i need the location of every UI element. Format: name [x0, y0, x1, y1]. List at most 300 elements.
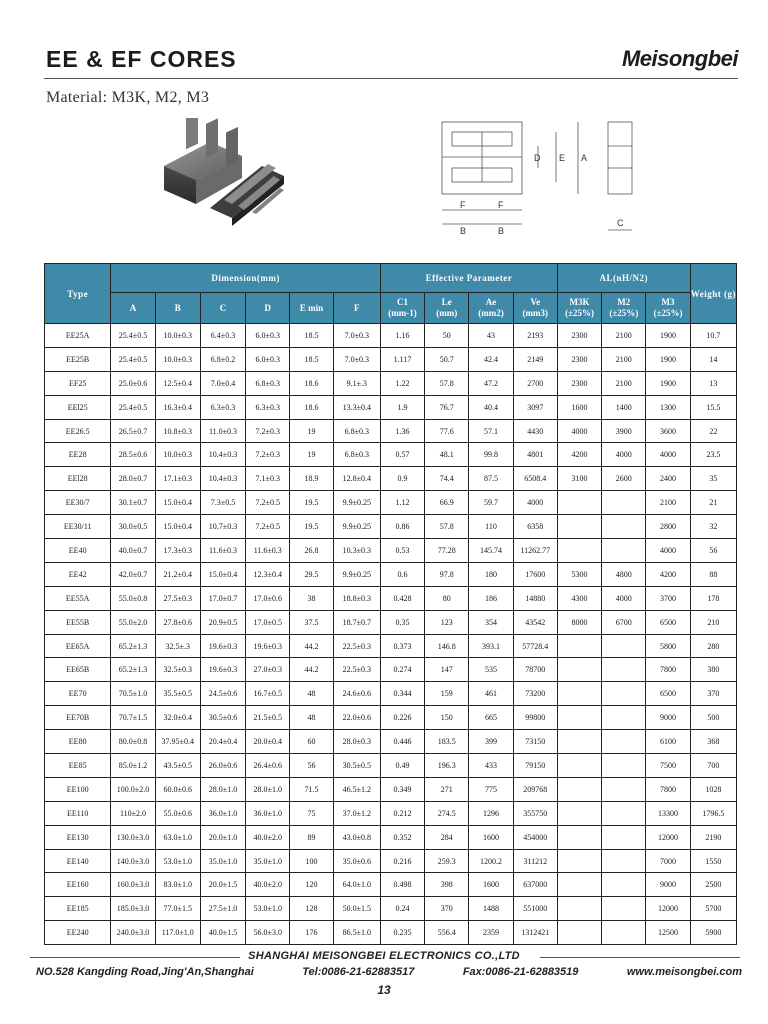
- dim-label-b1: B: [460, 226, 467, 236]
- cell-m3k: 4300: [557, 586, 601, 610]
- cell-m3: 6500: [646, 610, 690, 634]
- cell-a: 70.7±1.5: [111, 706, 155, 730]
- cell-ve: 2149: [513, 347, 557, 371]
- cell-le: 159: [425, 682, 469, 706]
- cell-weight: 500: [690, 706, 736, 730]
- cell-b: 17.3±0.3: [155, 539, 200, 563]
- cell-c1: 0.226: [380, 706, 424, 730]
- cell-c1: 1.12: [380, 491, 424, 515]
- header-dimension: Dimension(mm): [111, 264, 381, 293]
- cell-ae: 1600: [469, 825, 513, 849]
- cell-emin: 48: [290, 706, 333, 730]
- cell-type: EF25: [45, 371, 111, 395]
- cell-m2: [602, 754, 646, 778]
- cell-c1: 0.235: [380, 921, 424, 945]
- cell-ae: 87.5: [469, 467, 513, 491]
- cell-m3k: [557, 873, 601, 897]
- cell-b: 16.3±0.4: [155, 395, 200, 419]
- cell-a: 130.0±3.0: [111, 825, 155, 849]
- cell-emin: 18.6: [290, 371, 333, 395]
- col-b: B: [155, 293, 200, 324]
- cell-d: 17.0±0.6: [246, 586, 290, 610]
- table-row: [45, 730, 737, 754]
- cell-c: 30.5±0.6: [200, 706, 245, 730]
- cell-a: 42.0±0.7: [111, 562, 155, 586]
- cell-d: 6.3±0.3: [246, 395, 290, 419]
- cell-b: 77.0±1.5: [155, 897, 200, 921]
- cell-m2: [602, 873, 646, 897]
- cell-ae: 461: [469, 682, 513, 706]
- cell-m3: 1900: [646, 347, 690, 371]
- cell-le: 183.5: [425, 730, 469, 754]
- cell-type: EE70: [45, 682, 111, 706]
- cell-d: 21.5±0.5: [246, 706, 290, 730]
- cell-emin: 19: [290, 443, 333, 467]
- cell-c1: 0.35: [380, 610, 424, 634]
- col-f: F: [333, 293, 380, 324]
- cell-type: EEl28: [45, 467, 111, 491]
- company-name: SHANGHAI MEISONGBEI ELECTRONICS CO.,LTD: [248, 950, 520, 962]
- cell-c: 20.4±0.4: [200, 730, 245, 754]
- col-emin: E min: [290, 293, 333, 324]
- cell-ve: 6508.4: [513, 467, 557, 491]
- cell-d: 19.6±0.3: [246, 634, 290, 658]
- cell-b: 32.5±0.3: [155, 658, 200, 682]
- cell-m3: 7800: [646, 777, 690, 801]
- cell-emin: 56: [290, 754, 333, 778]
- cell-emin: 75: [290, 801, 333, 825]
- cell-b: 12.5±0.4: [155, 371, 200, 395]
- table-row: [45, 921, 737, 945]
- cell-ae: 180: [469, 562, 513, 586]
- cell-f: 9.9±0.25: [333, 562, 380, 586]
- cell-weight: 210: [690, 610, 736, 634]
- cell-weight: 700: [690, 754, 736, 778]
- cell-b: 32.0±0.4: [155, 706, 200, 730]
- table-row: [45, 395, 737, 419]
- cell-b: 10.0±0.3: [155, 324, 200, 348]
- cell-m3: 12000: [646, 897, 690, 921]
- cell-m3: 2800: [646, 515, 690, 539]
- dim-label-d: D: [534, 153, 541, 163]
- cell-m3: 1900: [646, 324, 690, 348]
- cell-f: 24.6±0.6: [333, 682, 380, 706]
- cell-c1: 1.9: [380, 395, 424, 419]
- cell-emin: 19: [290, 419, 333, 443]
- cell-c: 11.6±0.3: [200, 539, 245, 563]
- cell-c: 20.9±0.5: [200, 610, 245, 634]
- cell-le: 196.3: [425, 754, 469, 778]
- cell-f: 9.9±0.25: [333, 515, 380, 539]
- website-link[interactable]: www.meisongbei.com: [626, 966, 742, 978]
- cell-m2: [602, 706, 646, 730]
- table-row: [45, 825, 737, 849]
- cell-weight: 5700: [690, 897, 736, 921]
- cell-c1: 0.274: [380, 658, 424, 682]
- page-number: 13: [377, 983, 391, 997]
- col-m3k: M3K (±25%): [557, 293, 601, 324]
- page-title: EE & EF CORES: [46, 46, 237, 72]
- cell-f: 28.0±0.3: [333, 730, 380, 754]
- cell-m2: [602, 658, 646, 682]
- cell-a: 28.0±0.7: [111, 467, 155, 491]
- col-ae: Ae (mm2): [469, 293, 513, 324]
- cell-c: 40.0±1.5: [200, 921, 245, 945]
- cell-b: 32.5±.3: [155, 634, 200, 658]
- cell-weight: 2190: [690, 825, 736, 849]
- cell-ve: 209768: [513, 777, 557, 801]
- cell-weight: 88: [690, 562, 736, 586]
- table-row: [45, 801, 737, 825]
- table-body: [45, 324, 737, 945]
- cell-m3: 12000: [646, 825, 690, 849]
- table-row: [45, 419, 737, 443]
- table-row: [45, 777, 737, 801]
- table-row: [45, 347, 737, 371]
- cell-m3: 2100: [646, 491, 690, 515]
- cell-c: 10.4±0.3: [200, 467, 245, 491]
- dim-label-f2: F: [498, 200, 504, 210]
- cell-b: 27.5±0.3: [155, 586, 200, 610]
- cell-f: 9.9±0.25: [333, 491, 380, 515]
- cell-ae: 47.2: [469, 371, 513, 395]
- cell-b: 63.0±1.0: [155, 825, 200, 849]
- cell-ve: 2193: [513, 324, 557, 348]
- cell-emin: 89: [290, 825, 333, 849]
- cell-m2: [602, 897, 646, 921]
- cell-le: 77.6: [425, 419, 469, 443]
- cell-b: 35.5±0.5: [155, 682, 200, 706]
- table-row: [45, 610, 737, 634]
- table-row: [45, 682, 737, 706]
- cell-m3k: 8000: [557, 610, 601, 634]
- cell-c: 15.0±0.4: [200, 562, 245, 586]
- table-row: [45, 515, 737, 539]
- cell-m3: 5800: [646, 634, 690, 658]
- cell-d: 7.2±0.5: [246, 515, 290, 539]
- cell-emin: 19.5: [290, 491, 333, 515]
- cell-m3k: 2300: [557, 347, 601, 371]
- cell-f: 86.5±1.0: [333, 921, 380, 945]
- cell-ve: 6358: [513, 515, 557, 539]
- cell-a: 65.2±1.3: [111, 634, 155, 658]
- cell-c: 11.0±0.3: [200, 419, 245, 443]
- cell-d: 17.0±0.5: [246, 610, 290, 634]
- cell-f: 10.3±0.3: [333, 539, 380, 563]
- cell-f: 6.8±0.3: [333, 419, 380, 443]
- cell-m2: 6700: [602, 610, 646, 634]
- core-spec-table: [44, 263, 737, 945]
- cell-ve: 99800: [513, 706, 557, 730]
- cell-m2: 2100: [602, 371, 646, 395]
- cell-ae: 665: [469, 706, 513, 730]
- cell-c1: 1.16: [380, 324, 424, 348]
- cell-a: 160.0±3.0: [111, 873, 155, 897]
- cell-c1: 0.373: [380, 634, 424, 658]
- table-row: [45, 371, 737, 395]
- cell-le: 259.3: [425, 849, 469, 873]
- cell-le: 274.5: [425, 801, 469, 825]
- col-c1: C1 (mm-1): [380, 293, 424, 324]
- cell-le: 97.8: [425, 562, 469, 586]
- cell-emin: 18.6: [290, 395, 333, 419]
- table-row: [45, 658, 737, 682]
- header-al: AL(nH/N2): [557, 264, 690, 293]
- cell-ae: 2359: [469, 921, 513, 945]
- cell-d: 7.2±0.3: [246, 443, 290, 467]
- cell-a: 110±2.0: [111, 801, 155, 825]
- cell-ve: 3097: [513, 395, 557, 419]
- cell-emin: 71.5: [290, 777, 333, 801]
- header-effective: Effective Parameter: [380, 264, 557, 293]
- cell-emin: 29.5: [290, 562, 333, 586]
- cell-le: 556.4: [425, 921, 469, 945]
- cell-b: 10.0±0.3: [155, 347, 200, 371]
- cell-type: EEl25: [45, 395, 111, 419]
- cell-weight: 14: [690, 347, 736, 371]
- cell-a: 55.0±2.0: [111, 610, 155, 634]
- header-divider: [44, 78, 738, 79]
- cell-m3k: 5300: [557, 562, 601, 586]
- cell-weight: 2500: [690, 873, 736, 897]
- cell-c: 7.3±0.5: [200, 491, 245, 515]
- cell-f: 18.7±0.7: [333, 610, 380, 634]
- cell-ae: 354: [469, 610, 513, 634]
- cell-type: EE40: [45, 539, 111, 563]
- table-row: [45, 849, 737, 873]
- cell-ae: 186: [469, 586, 513, 610]
- header-weight: Weight (g): [690, 264, 736, 324]
- address: NO.528 Kangding Road,Jing'An,Shanghai: [36, 966, 254, 978]
- table-row: [45, 324, 737, 348]
- table-row: [45, 634, 737, 658]
- cell-le: 77.28: [425, 539, 469, 563]
- cell-ve: 637000: [513, 873, 557, 897]
- cell-d: 6.8±0.3: [246, 371, 290, 395]
- cell-m3k: 4000: [557, 419, 601, 443]
- cell-emin: 37.5: [290, 610, 333, 634]
- cell-m3k: [557, 897, 601, 921]
- cell-ae: 59.7: [469, 491, 513, 515]
- table-row: [45, 467, 737, 491]
- cell-m2: 1400: [602, 395, 646, 419]
- cell-m2: [602, 682, 646, 706]
- cell-weight: 1028: [690, 777, 736, 801]
- cell-weight: 370: [690, 682, 736, 706]
- cell-f: 22.0±0.6: [333, 706, 380, 730]
- cell-d: 20.0±0.4: [246, 730, 290, 754]
- cell-c1: 1.22: [380, 371, 424, 395]
- cell-m3: 6100: [646, 730, 690, 754]
- cell-m2: 4000: [602, 443, 646, 467]
- cell-m3: 2400: [646, 467, 690, 491]
- cell-emin: 19.5: [290, 515, 333, 539]
- cell-le: 80: [425, 586, 469, 610]
- cell-d: 12.3±0.4: [246, 562, 290, 586]
- cell-c1: 0.352: [380, 825, 424, 849]
- cell-c: 19.6±0.3: [200, 634, 245, 658]
- cell-ae: 1600: [469, 873, 513, 897]
- cell-m2: [602, 849, 646, 873]
- cell-m2: 2100: [602, 324, 646, 348]
- dim-label-f1: F: [460, 200, 466, 210]
- cell-type: EE30/11: [45, 515, 111, 539]
- cell-c1: 0.212: [380, 801, 424, 825]
- cell-d: 16.7±0.5: [246, 682, 290, 706]
- cell-type: EE65A: [45, 634, 111, 658]
- cell-m2: 4000: [602, 586, 646, 610]
- cell-m3: 9000: [646, 706, 690, 730]
- cell-c1: 0.446: [380, 730, 424, 754]
- cell-ve: 311212: [513, 849, 557, 873]
- cell-f: 46.5±1.2: [333, 777, 380, 801]
- cell-a: 85.0±1.2: [111, 754, 155, 778]
- cell-c1: 0.53: [380, 539, 424, 563]
- cell-b: 21.2±0.4: [155, 562, 200, 586]
- cell-b: 17.1±0.3: [155, 467, 200, 491]
- cell-b: 53.0±1.0: [155, 849, 200, 873]
- col-le: Le (mm): [425, 293, 469, 324]
- cell-c1: 0.344: [380, 682, 424, 706]
- cell-ve: 57728.4: [513, 634, 557, 658]
- cell-d: 7.2±0.3: [246, 419, 290, 443]
- brand-logo: Meisongbei: [621, 46, 738, 71]
- cell-m3k: [557, 491, 601, 515]
- cell-le: 398: [425, 873, 469, 897]
- cell-m2: 3900: [602, 419, 646, 443]
- cell-c1: 1.117: [380, 347, 424, 371]
- cell-c1: 0.24: [380, 897, 424, 921]
- cell-m3: 9000: [646, 873, 690, 897]
- dim-label-c: C: [617, 218, 624, 228]
- cell-b: 10.8±0.3: [155, 419, 200, 443]
- cell-weight: 380: [690, 658, 736, 682]
- cell-ve: 78700: [513, 658, 557, 682]
- cell-type: EE30/7: [45, 491, 111, 515]
- cell-d: 40.0±2.0: [246, 825, 290, 849]
- cell-ve: 4801: [513, 443, 557, 467]
- cell-b: 37.95±0.4: [155, 730, 200, 754]
- cell-ve: 454000: [513, 825, 557, 849]
- cell-f: 13.3±0.4: [333, 395, 380, 419]
- cell-m3: 7000: [646, 849, 690, 873]
- cell-type: EE26.5: [45, 419, 111, 443]
- cell-m3k: [557, 825, 601, 849]
- cell-weight: 5900: [690, 921, 736, 945]
- cell-ve: 4000: [513, 491, 557, 515]
- cell-le: 50: [425, 324, 469, 348]
- cell-ae: 1200.2: [469, 849, 513, 873]
- cell-a: 40.0±0.7: [111, 539, 155, 563]
- cell-m2: [602, 634, 646, 658]
- cell-m3: 6500: [646, 682, 690, 706]
- cell-ae: 99.8: [469, 443, 513, 467]
- col-c: C: [200, 293, 245, 324]
- cell-c: 19.6±0.3: [200, 658, 245, 682]
- cell-a: 70.5±1.0: [111, 682, 155, 706]
- cell-type: EE65B: [45, 658, 111, 682]
- cell-f: 35.0±0.6: [333, 849, 380, 873]
- cell-m3k: [557, 849, 601, 873]
- cell-f: 50.0±1.5: [333, 897, 380, 921]
- cell-weight: 21: [690, 491, 736, 515]
- cell-ae: 393.1: [469, 634, 513, 658]
- cell-m2: 2100: [602, 347, 646, 371]
- cell-d: 35.0±1.0: [246, 849, 290, 873]
- cell-type: EE130: [45, 825, 111, 849]
- cell-ae: 433: [469, 754, 513, 778]
- table-row: [45, 586, 737, 610]
- cell-emin: 38: [290, 586, 333, 610]
- cell-d: 7.2±0.5: [246, 491, 290, 515]
- cell-a: 185.0±3.0: [111, 897, 155, 921]
- cell-weight: 23.5: [690, 443, 736, 467]
- cell-m2: [602, 801, 646, 825]
- cell-c: 10.4±0.3: [200, 443, 245, 467]
- cell-b: 27.8±0.6: [155, 610, 200, 634]
- cell-c1: 0.216: [380, 849, 424, 873]
- cell-le: 271: [425, 777, 469, 801]
- cell-a: 30.0±0.5: [111, 515, 155, 539]
- cell-d: 28.0±1.0: [246, 777, 290, 801]
- cell-d: 27.0±0.3: [246, 658, 290, 682]
- cell-c: 6.3±0.3: [200, 395, 245, 419]
- cell-c: 24.5±0.6: [200, 682, 245, 706]
- cell-weight: 10.7: [690, 324, 736, 348]
- cell-le: 76.7: [425, 395, 469, 419]
- cell-ve: 1312421: [513, 921, 557, 945]
- cell-type: EE25A: [45, 324, 111, 348]
- cell-ve: 73150: [513, 730, 557, 754]
- col-ve: Ve (mm3): [513, 293, 557, 324]
- cell-c1: 0.428: [380, 586, 424, 610]
- cell-d: 26.4±0.6: [246, 754, 290, 778]
- cell-ae: 110: [469, 515, 513, 539]
- cell-weight: 56: [690, 539, 736, 563]
- cell-m2: [602, 730, 646, 754]
- cell-d: 7.1±0.3: [246, 467, 290, 491]
- cell-d: 6.0±0.3: [246, 347, 290, 371]
- table-row: [45, 873, 737, 897]
- col-a: A: [111, 293, 155, 324]
- cell-type: EE85: [45, 754, 111, 778]
- cell-ae: 399: [469, 730, 513, 754]
- cell-f: 30.5±0.5: [333, 754, 380, 778]
- cell-m3k: [557, 777, 601, 801]
- cell-m2: [602, 921, 646, 945]
- fax: Fax:0086-21-62883519: [462, 966, 579, 978]
- cell-f: 37.0±1.2: [333, 801, 380, 825]
- cell-emin: 18.5: [290, 347, 333, 371]
- cell-c: 35.0±1.0: [200, 849, 245, 873]
- cell-a: 55.0±0.8: [111, 586, 155, 610]
- cell-weight: 13: [690, 371, 736, 395]
- table-row: [45, 562, 737, 586]
- cell-a: 25.4±0.5: [111, 324, 155, 348]
- table-row: [45, 754, 737, 778]
- cell-d: 36.0±1.0: [246, 801, 290, 825]
- cell-c: 36.0±1.0: [200, 801, 245, 825]
- cell-m3k: [557, 730, 601, 754]
- cell-f: 9.1±.3: [333, 371, 380, 395]
- cell-b: 15.0±0.4: [155, 515, 200, 539]
- cell-ve: 17600: [513, 562, 557, 586]
- cell-b: 55.0±0.6: [155, 801, 200, 825]
- cell-b: 10.0±0.3: [155, 443, 200, 467]
- cell-c: 7.0±0.4: [200, 371, 245, 395]
- cell-c1: 0.6: [380, 562, 424, 586]
- cell-c: 20.0±1.5: [200, 873, 245, 897]
